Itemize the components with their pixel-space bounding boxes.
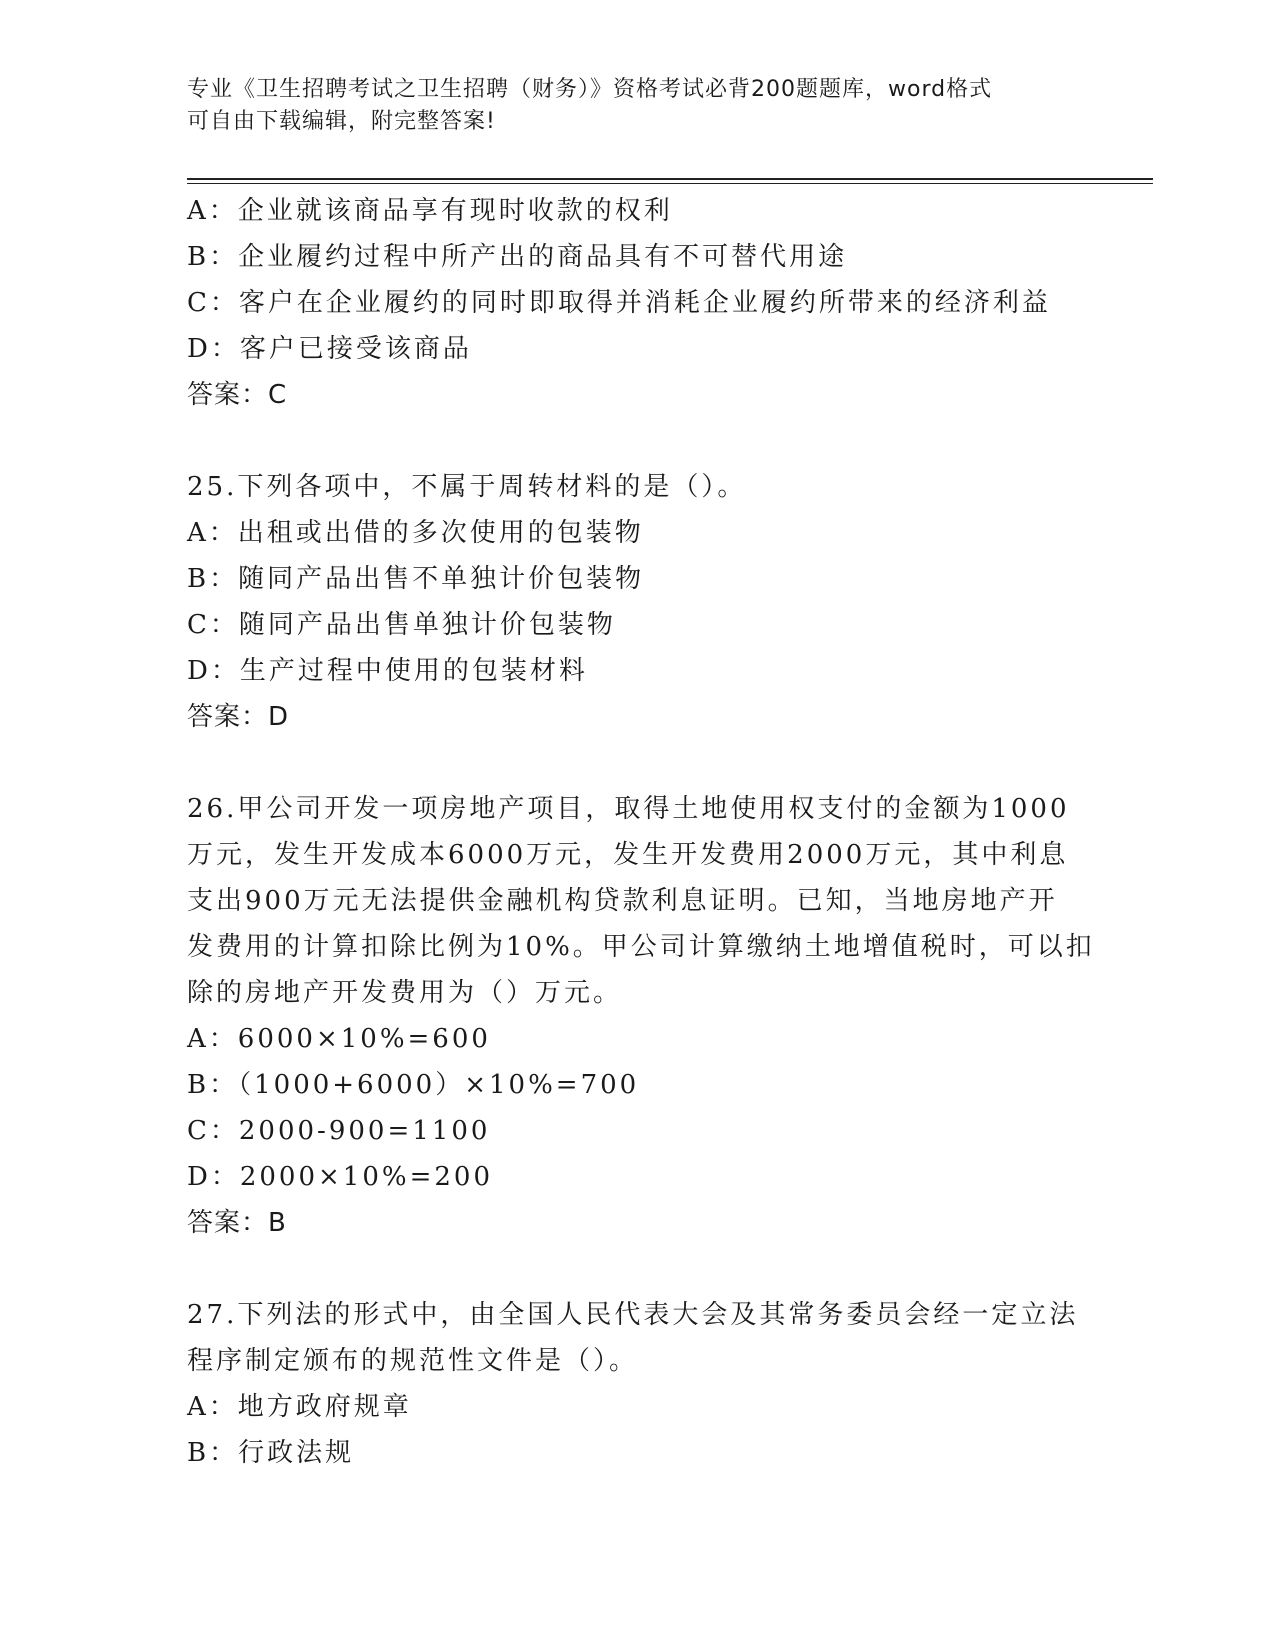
question-25 [187,464,1087,740]
spacer [187,418,1087,464]
answer: 答案：B [187,1208,287,1238]
header-line-1: 专业《卫生招聘考试之卫生招聘（财务）》资格考试必背200题题库，word格式 [187,77,993,102]
option-a: A：出租或出借的多次使用的包装物 [187,518,644,548]
question-stem-line: 27.下列法的形式中，由全国人民代表大会及其常务委员会经一定立法 [187,1300,1079,1330]
question-stem-line: 程序制定颁布的规范性文件是（）。 [187,1346,639,1376]
option-b: B：行政法规 [187,1438,355,1468]
header-line-2: 可自由下载编辑，附完整答案! [187,109,496,134]
document-body [187,188,1095,1476]
answer: 答案：C [187,380,288,410]
question-stem-line: 发费用的计算扣除比例为10%。甲公司计算缴纳土地增值税时，可以扣 [187,932,1095,962]
option-d: D：客户已接受该商品 [187,334,472,364]
option-a: A：地方政府规章 [187,1392,412,1422]
question-stem-line: 万元，发生开发成本6000万元，发生开发费用2000万元，其中利息 [187,840,1069,870]
question-24 [187,188,1087,418]
option-b: B：（1000+6000）×10%=700 [187,1070,640,1100]
question-stem-line: 26.甲公司开发一项房地产项目，取得土地使用权支付的金额为1000 [187,794,1070,824]
answer: 答案：D [187,702,290,732]
question-stem-line: 除的房地产开发费用为（）万元。 [187,978,623,1008]
option-c: C：随同产品出售单独计价包装物 [187,610,616,640]
option-a: A：6000×10%=600 [187,1024,491,1054]
option-d: D：生产过程中使用的包装材料 [187,656,588,686]
option-c: C：2000-900=1100 [187,1116,491,1146]
option-b: B：企业履约过程中所产出的商品具有不可替代用途 [187,242,848,272]
question-26 [187,786,1095,1246]
header-divider [187,178,1153,184]
spacer [187,1246,1087,1292]
option-c: C：客户在企业履约的同时即取得并消耗企业履约所带来的经济利益 [187,288,1051,318]
option-d: D：2000×10%=200 [187,1162,493,1192]
option-a: A：企业就该商品享有现时收款的权利 [187,196,673,226]
spacer [187,740,1087,786]
question-27 [187,1292,1087,1476]
question-stem-line: 支出900万元无法提供金融机构贷款利息证明。已知，当地房地产开 [187,886,1058,916]
option-b: B：随同产品出售不单独计价包装物 [187,564,645,594]
question-stem: 25.下列各项中，不属于周转材料的是（）。 [187,472,747,502]
document-header [187,74,1067,138]
